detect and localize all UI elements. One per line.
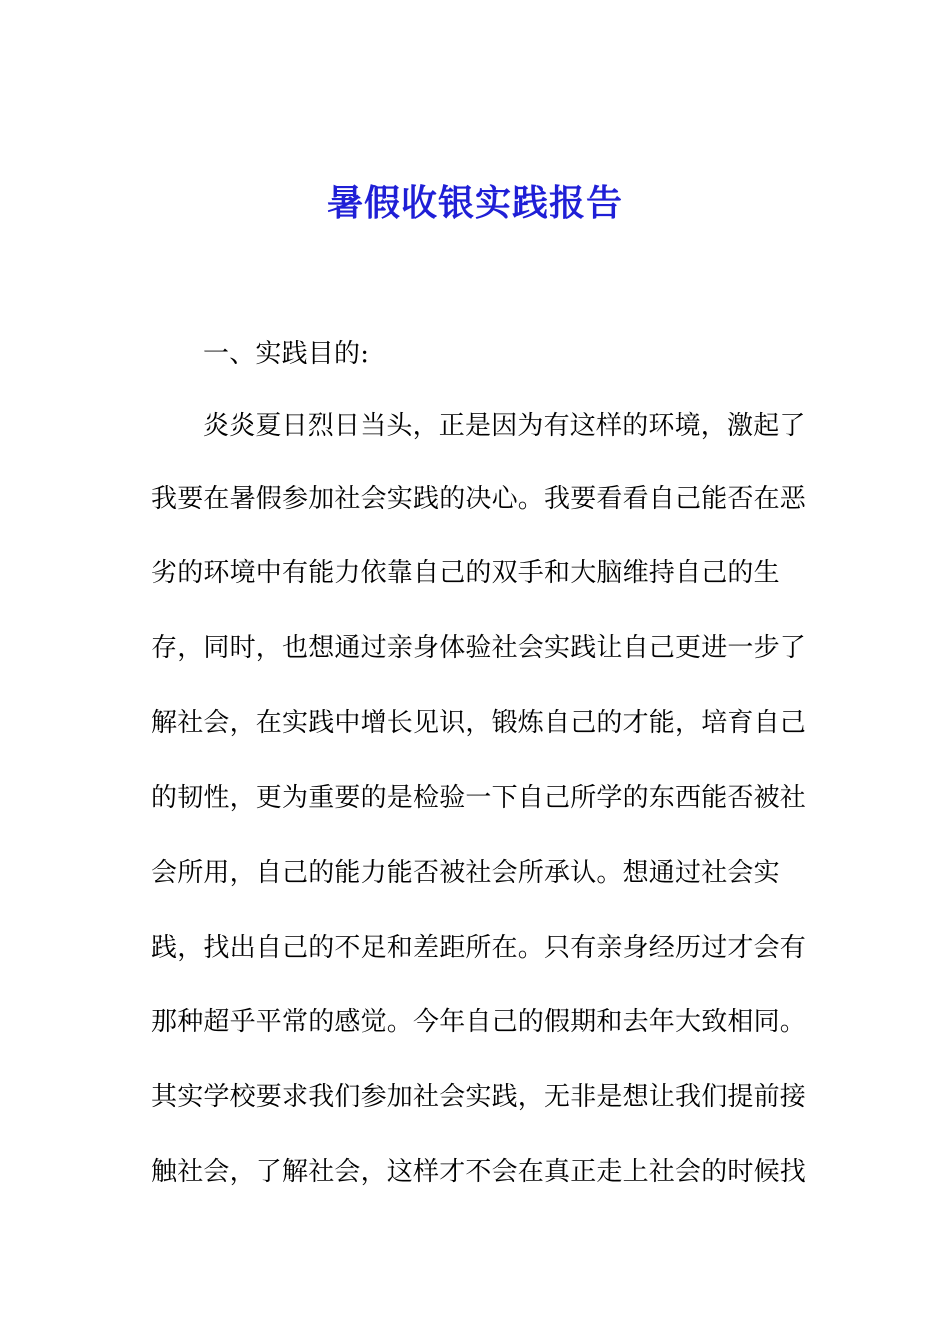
paragraph-line: 那种超乎平常的感觉。今年自己的假期和去年大致相同。 — [151, 1007, 807, 1037]
paragraph-line: 炎炎夏日烈日当头，正是因为有这样的环境，激起了 — [203, 411, 806, 441]
paragraph-line: 践，找出自己的不足和差距所在。只有亲身经历过才会有 — [151, 933, 807, 963]
paragraph-line: 会所用，自己的能力能否被社会所承认。想通过社会实 — [151, 858, 780, 888]
paragraph-line: 其实学校要求我们参加社会实践，无非是想让我们提前接 — [151, 1082, 807, 1112]
paragraph-line: 存，同时，也想通过亲身体验社会实践让自己更进一步了 — [151, 633, 807, 663]
document-title: 暑假收银实践报告 — [326, 182, 623, 224]
section-heading: 一、实践目的: — [203, 339, 370, 369]
paragraph-line: 解社会，在实践中增长见识，锻炼自己的才能，培育自己 — [151, 708, 807, 738]
paragraph-line: 我要在暑假参加社会实践的决心。我要看看自己能否在恶 — [151, 484, 807, 514]
paragraph-line: 的韧性，更为重要的是检验一下自己所学的东西能否被社 — [151, 783, 807, 813]
paragraph-line: 劣的环境中有能力依靠自己的双手和大脑维持自己的生 — [151, 558, 780, 588]
paragraph-line: 触社会，了解社会，这样才不会在真正走上社会的时候找 — [151, 1157, 807, 1187]
